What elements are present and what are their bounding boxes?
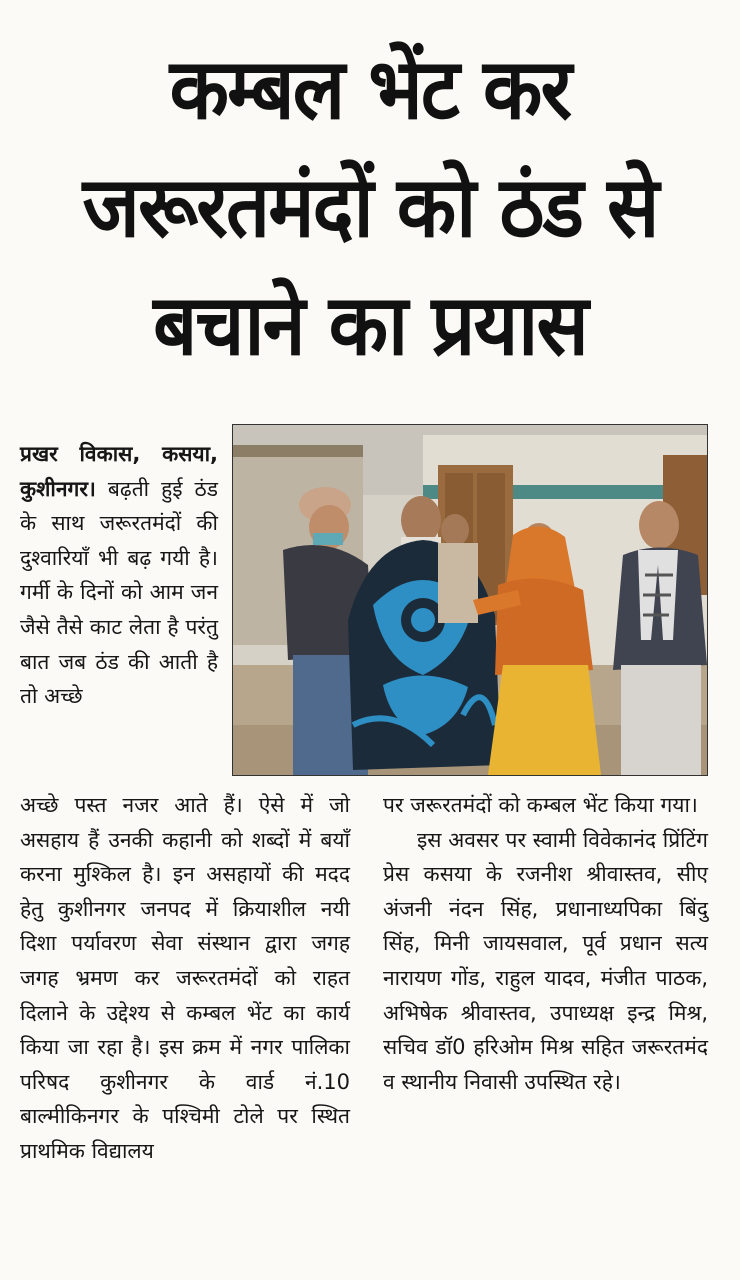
article-text-right-1: पर जरूरतमंदों को कम्बल भेंट किया गया। xyxy=(383,793,698,817)
dateline: प्रखर विकास, कसया, कुशीनगर। xyxy=(20,442,218,501)
article-text-intro: बढ़ती हुई ठंड के साथ जरूरतमंदों की दुश्वारियाँ भी बढ़ गयी है। गर्मी के दिनों को आम जन जैसे तैसे काट लेता है परंतु बात जब ठंड की आती है तो अच्छे xyxy=(20,476,218,709)
headline-line-1: कम्बल भेंट कर xyxy=(169,40,571,138)
headline xyxy=(0,30,740,384)
headline-line-3: बचाने का प्रयास xyxy=(153,276,587,374)
article-text-left: अच्छे पस्त नजर आते हैं। ऐसे में जो असहाय हैं उनकी कहानी को शब्दों में बयाँ करना मुश्किल है। इन असहायों की मदद हेतु कुशीनगर जनपद में क्रियाशील नयी दिशा पर्यावरण सेवा संस्थान द्वारा जगह जगह भ्रमण कर जरूरतमंदों को राहत दिलाने के उद्देश्य से कम्बल भेंट का कार्य किया जा रहा है। इस क्रम में नगर पालिका परिषद कुशीनगर के वार्ड नं.10 बाल्मीकिनगर के पश्चिमी टोले पर स्थित प्राथमिक विद्यालय xyxy=(20,793,350,1163)
headline-line-2: जरूरतमंदों को ठंड से xyxy=(82,158,658,256)
article-column-right xyxy=(383,788,708,1099)
article-column-left-top xyxy=(20,437,218,714)
article-column-left-bottom xyxy=(20,788,350,1169)
news-photo-blanket-distribution xyxy=(232,424,708,776)
article-text-right-2: इस अवसर पर स्वामी विवेकानंद प्रिंटिंग प्रेस कसया के रजनीश श्रीवास्तव, सीए अंजनी नंदन सिंह, प्रधानाध्यपिका बिंदु सिंह, मिनी जायसवाल, पूर्व प्रधान सत्य नारायण गोंड, राहुल यादव, मंजीत पाठक, अभिषेक श्रीवास्तव, उपाध्यक्ष इन्द्र मिश्र, सचिव डॉ0 हरिओम मिश्र सहित जरूरतमंद व स्थानीय निवासी उपस्थित रहे। xyxy=(383,827,708,1094)
